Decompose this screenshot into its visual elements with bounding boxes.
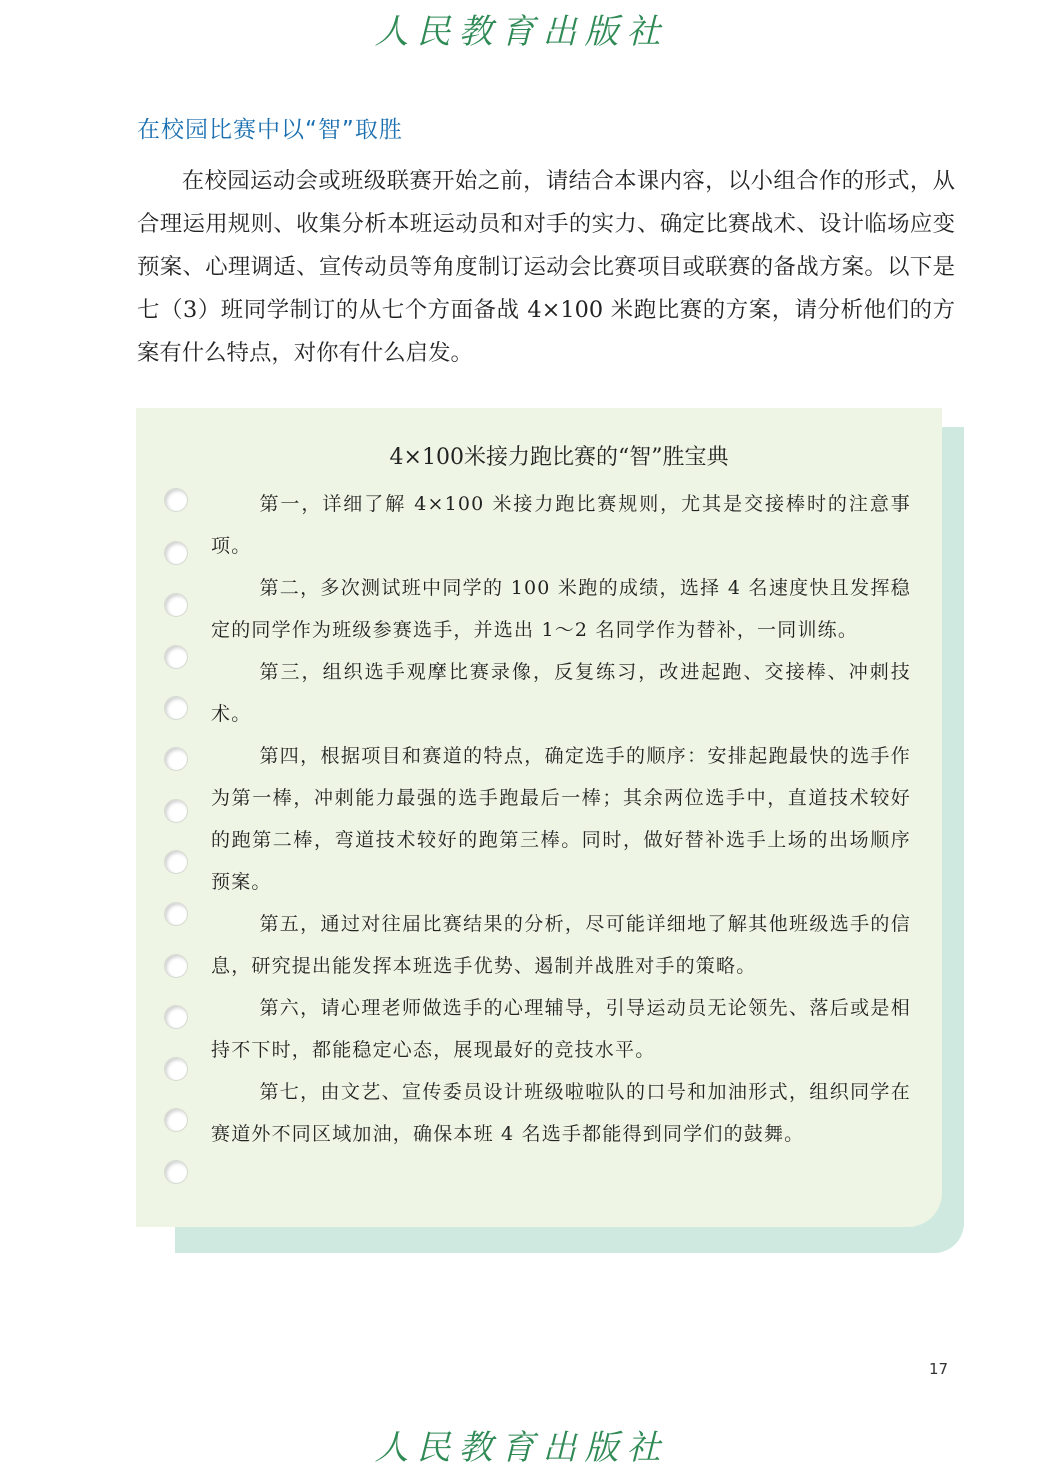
intro-text: 在校园运动会或班级联赛开始之前，请结合本课内容，以小组合作的形式，从合理运用规则、收集分析本班运动员和对手的实力、确定比赛战术、设计临场应变预案、心理调适、宣传动员等角度制订运动会比赛项目或联赛的备战方案。以下是七（3）班同学制订的从七个方面备战 4×100 米跑比赛的方案，请分析他们的方案有什么特点，对你有什么启发。	[137, 168, 955, 366]
binder-ring-icon	[164, 593, 188, 617]
card-title: 4×100米接力跑比赛的“智”胜宝典	[389, 445, 729, 470]
publisher-logo-bottom: 人民教育出版社	[374, 1428, 669, 1468]
binder-ring-icon	[164, 747, 188, 771]
binder-ring-icon	[164, 850, 188, 874]
intro-paragraph	[137, 160, 955, 375]
card-item: 第三，组织选手观摩比赛录像，反复练习，改进起跑、交接棒、冲刺技术。	[211, 661, 911, 725]
binder-ring-icon	[164, 954, 188, 978]
page-number: 17	[929, 1360, 949, 1378]
card-item: 第二，多次测试班中同学的 100 米跑的成绩，选择 4 名速度快且发挥稳定的同学作为班级参赛选手，并选出 1～2 名同学作为替补，一同训练。	[211, 577, 911, 641]
binder-ring-icon	[164, 696, 188, 720]
card-item: 第七，由文艺、宣传委员设计班级啦啦队的口号和加油形式，组织同学在赛道外不同区域加油，确保本班 4 名选手都能得到同学们的鼓舞。	[211, 1081, 911, 1145]
publisher-logo-top: 人民教育出版社	[374, 12, 669, 52]
binder-ring-icon	[164, 645, 188, 669]
binder-ring-icon	[164, 799, 188, 823]
card-body	[211, 483, 911, 1155]
binder-ring-icon	[164, 1160, 188, 1184]
binder-ring-icon	[164, 488, 188, 512]
card-item: 第五，通过对往届比赛结果的分析，尽可能详细地了解其他班级选手的信息，研究提出能发挥本班选手优势、遏制并战胜对手的策略。	[211, 913, 911, 977]
binder-ring-icon	[164, 902, 188, 926]
binder-ring-icon	[164, 1005, 188, 1029]
binder-ring-icon	[164, 1108, 188, 1132]
card-item: 第六，请心理老师做选手的心理辅导，引导运动员无论领先、落后或是相持不下时，都能稳定心态，展现最好的竞技水平。	[211, 997, 911, 1061]
card-item: 第一，详细了解 4×100 米接力跑比赛规则，尤其是交接棒时的注意事项。	[211, 493, 911, 557]
binder-ring-icon	[164, 541, 188, 565]
binder-ring-icon	[164, 1057, 188, 1081]
card-item: 第四，根据项目和赛道的特点，确定选手的顺序：安排起跑最快的选手作为第一棒，冲刺能力最强的选手跑最后一棒；其余两位选手中，直道技术较好的跑第二棒，弯道技术较好的跑第三棒。同时，做好替补选手上场的出场顺序预案。	[211, 745, 911, 893]
section-title: 在校园比赛中以“智”取胜	[137, 117, 403, 143]
